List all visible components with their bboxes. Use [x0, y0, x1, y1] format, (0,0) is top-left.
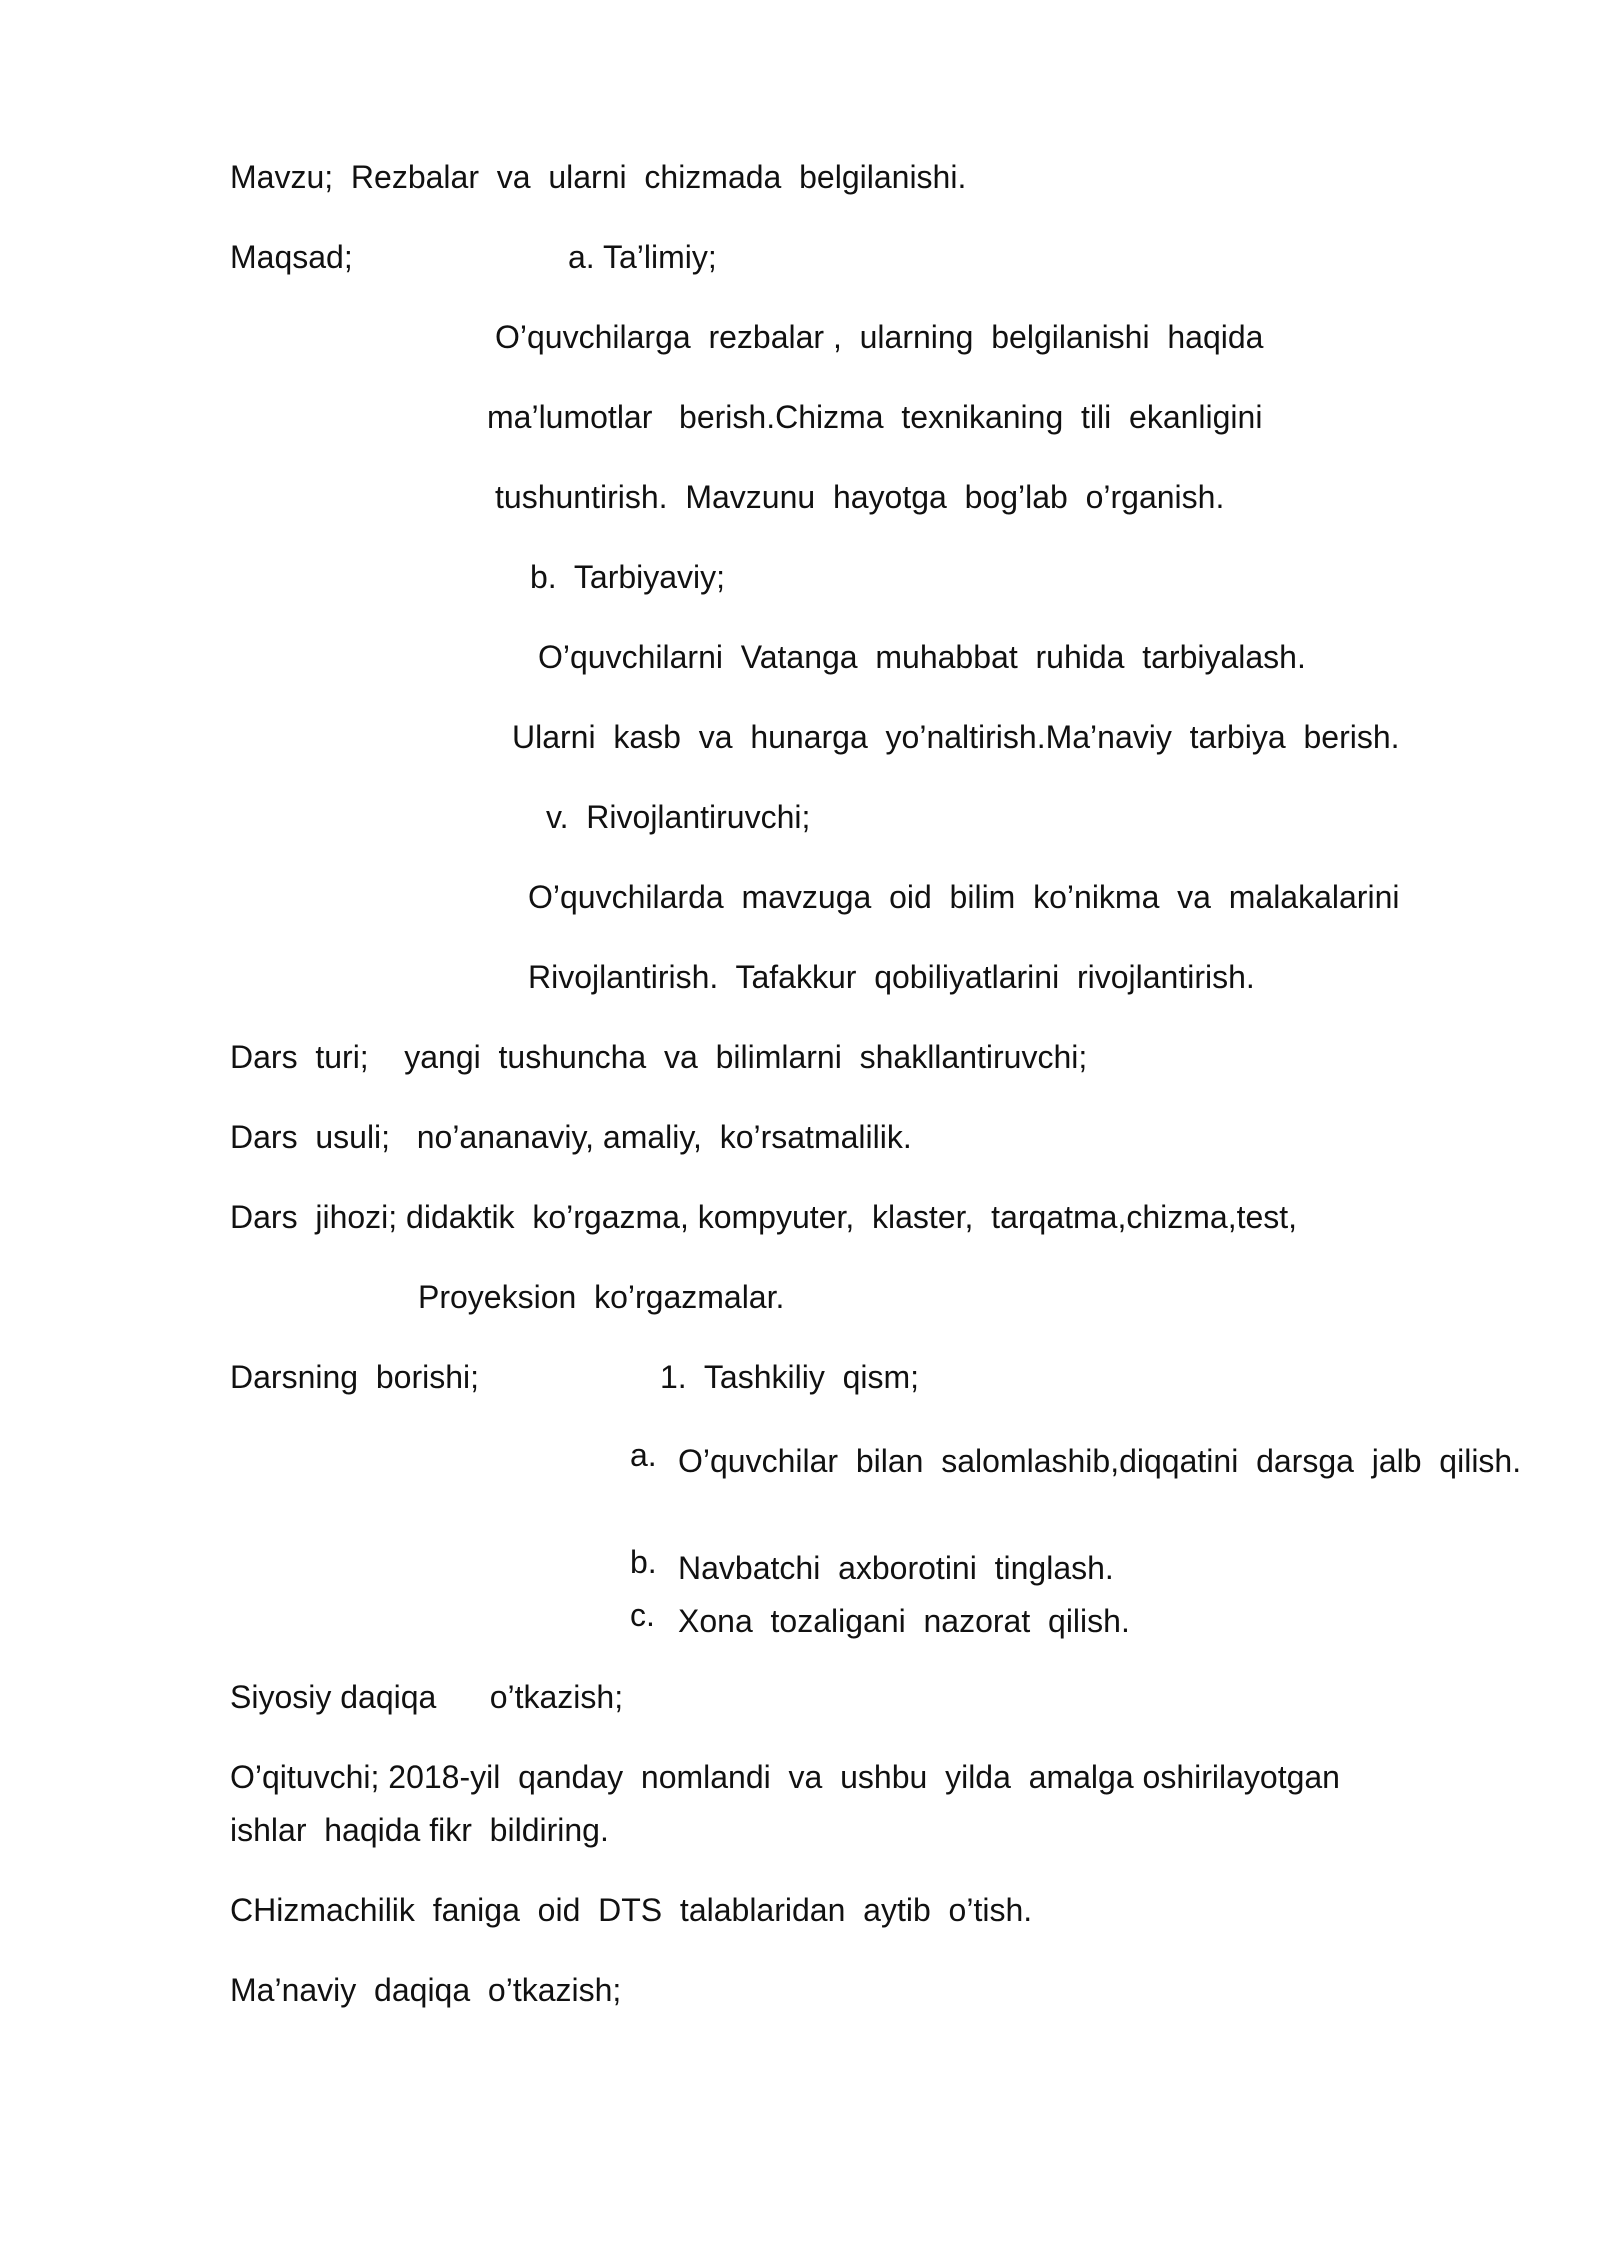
list-marker: c.	[630, 1597, 655, 1633]
educational-line-1: O’quvchilarga rezbalar , ularning belgilanishi haqida	[495, 319, 1264, 355]
upbringing-line-2: Ularni kasb va hunarga yo’naltirish.Ma’naviy tarbiya berish.	[512, 719, 1400, 755]
lesson-method-line: Dars usuli; no’ananaviy, amaliy, ko’rsatmalilik.	[230, 1119, 912, 1155]
list-marker: a.	[630, 1437, 657, 1473]
educational-line-3: tushuntirish. Mavzunu hayotga bog’lab o’rganish.	[495, 479, 1225, 515]
developmental-line-1: O’quvchilarda mavzuga oid bilim ko’nikma va malakalarini	[528, 879, 1400, 915]
projection-line: Proyeksion ko’rgazmalar.	[418, 1279, 785, 1315]
lesson-flow-label: Darsning borishi;	[230, 1359, 479, 1395]
developmental-heading: v. Rivojlantiruvchi;	[546, 799, 811, 835]
teacher-question-line-2: ishlar haqida fikr bildiring.	[230, 1812, 609, 1848]
standards-line: CHizmachilik faniga oid DTS talablaridan aytib o’tish.	[230, 1892, 1033, 1928]
educational-heading: a. Ta’limiy;	[568, 239, 717, 275]
developmental-line-2: Rivojlantirish. Tafakkur qobiliyatlarini rivojlantirish.	[528, 959, 1255, 995]
list-item-text: Xona tozaligani nazorat qilish.	[678, 1603, 1130, 1639]
list-marker: b.	[630, 1544, 657, 1580]
political-minute-line: Siyosiy daqiqa o’tkazish;	[230, 1679, 624, 1715]
list-item-text: Navbatchi axborotini tinglash.	[678, 1550, 1114, 1586]
teacher-question-line-1: O’qituvchi; 2018-yil qanday nomlandi va ushbu yilda amalga oshirilayotgan	[230, 1759, 1340, 1795]
list-item-text: O’quvchilar bilan salomlashib,diqqatini darsga jalb qilish.	[678, 1443, 1522, 1479]
spiritual-minute-line: Ma’naviy daqiqa o’tkazish;	[230, 1972, 622, 2008]
topic-line: Mavzu; Rezbalar va ularni chizmada belgilanishi.	[230, 159, 967, 195]
upbringing-heading: b. Tarbiyaviy;	[530, 559, 726, 595]
lesson-type-line: Dars turi; yangi tushuncha va bilimlarni shakllantiruvchi;	[230, 1039, 1088, 1075]
organizational-part-heading: 1. Tashkiliy qism;	[660, 1359, 920, 1395]
goal-label: Maqsad;	[230, 239, 353, 275]
upbringing-line-1: O’quvchilarni Vatanga muhabbat ruhida tarbiyalash.	[538, 639, 1306, 675]
lesson-equipment-line: Dars jihozi; didaktik ko’rgazma, kompyuter, klaster, tarqatma,chizma,test,	[230, 1199, 1298, 1235]
educational-line-2: ma’lumotlar berish.Chizma texnikaning tili ekanligini	[487, 399, 1263, 435]
